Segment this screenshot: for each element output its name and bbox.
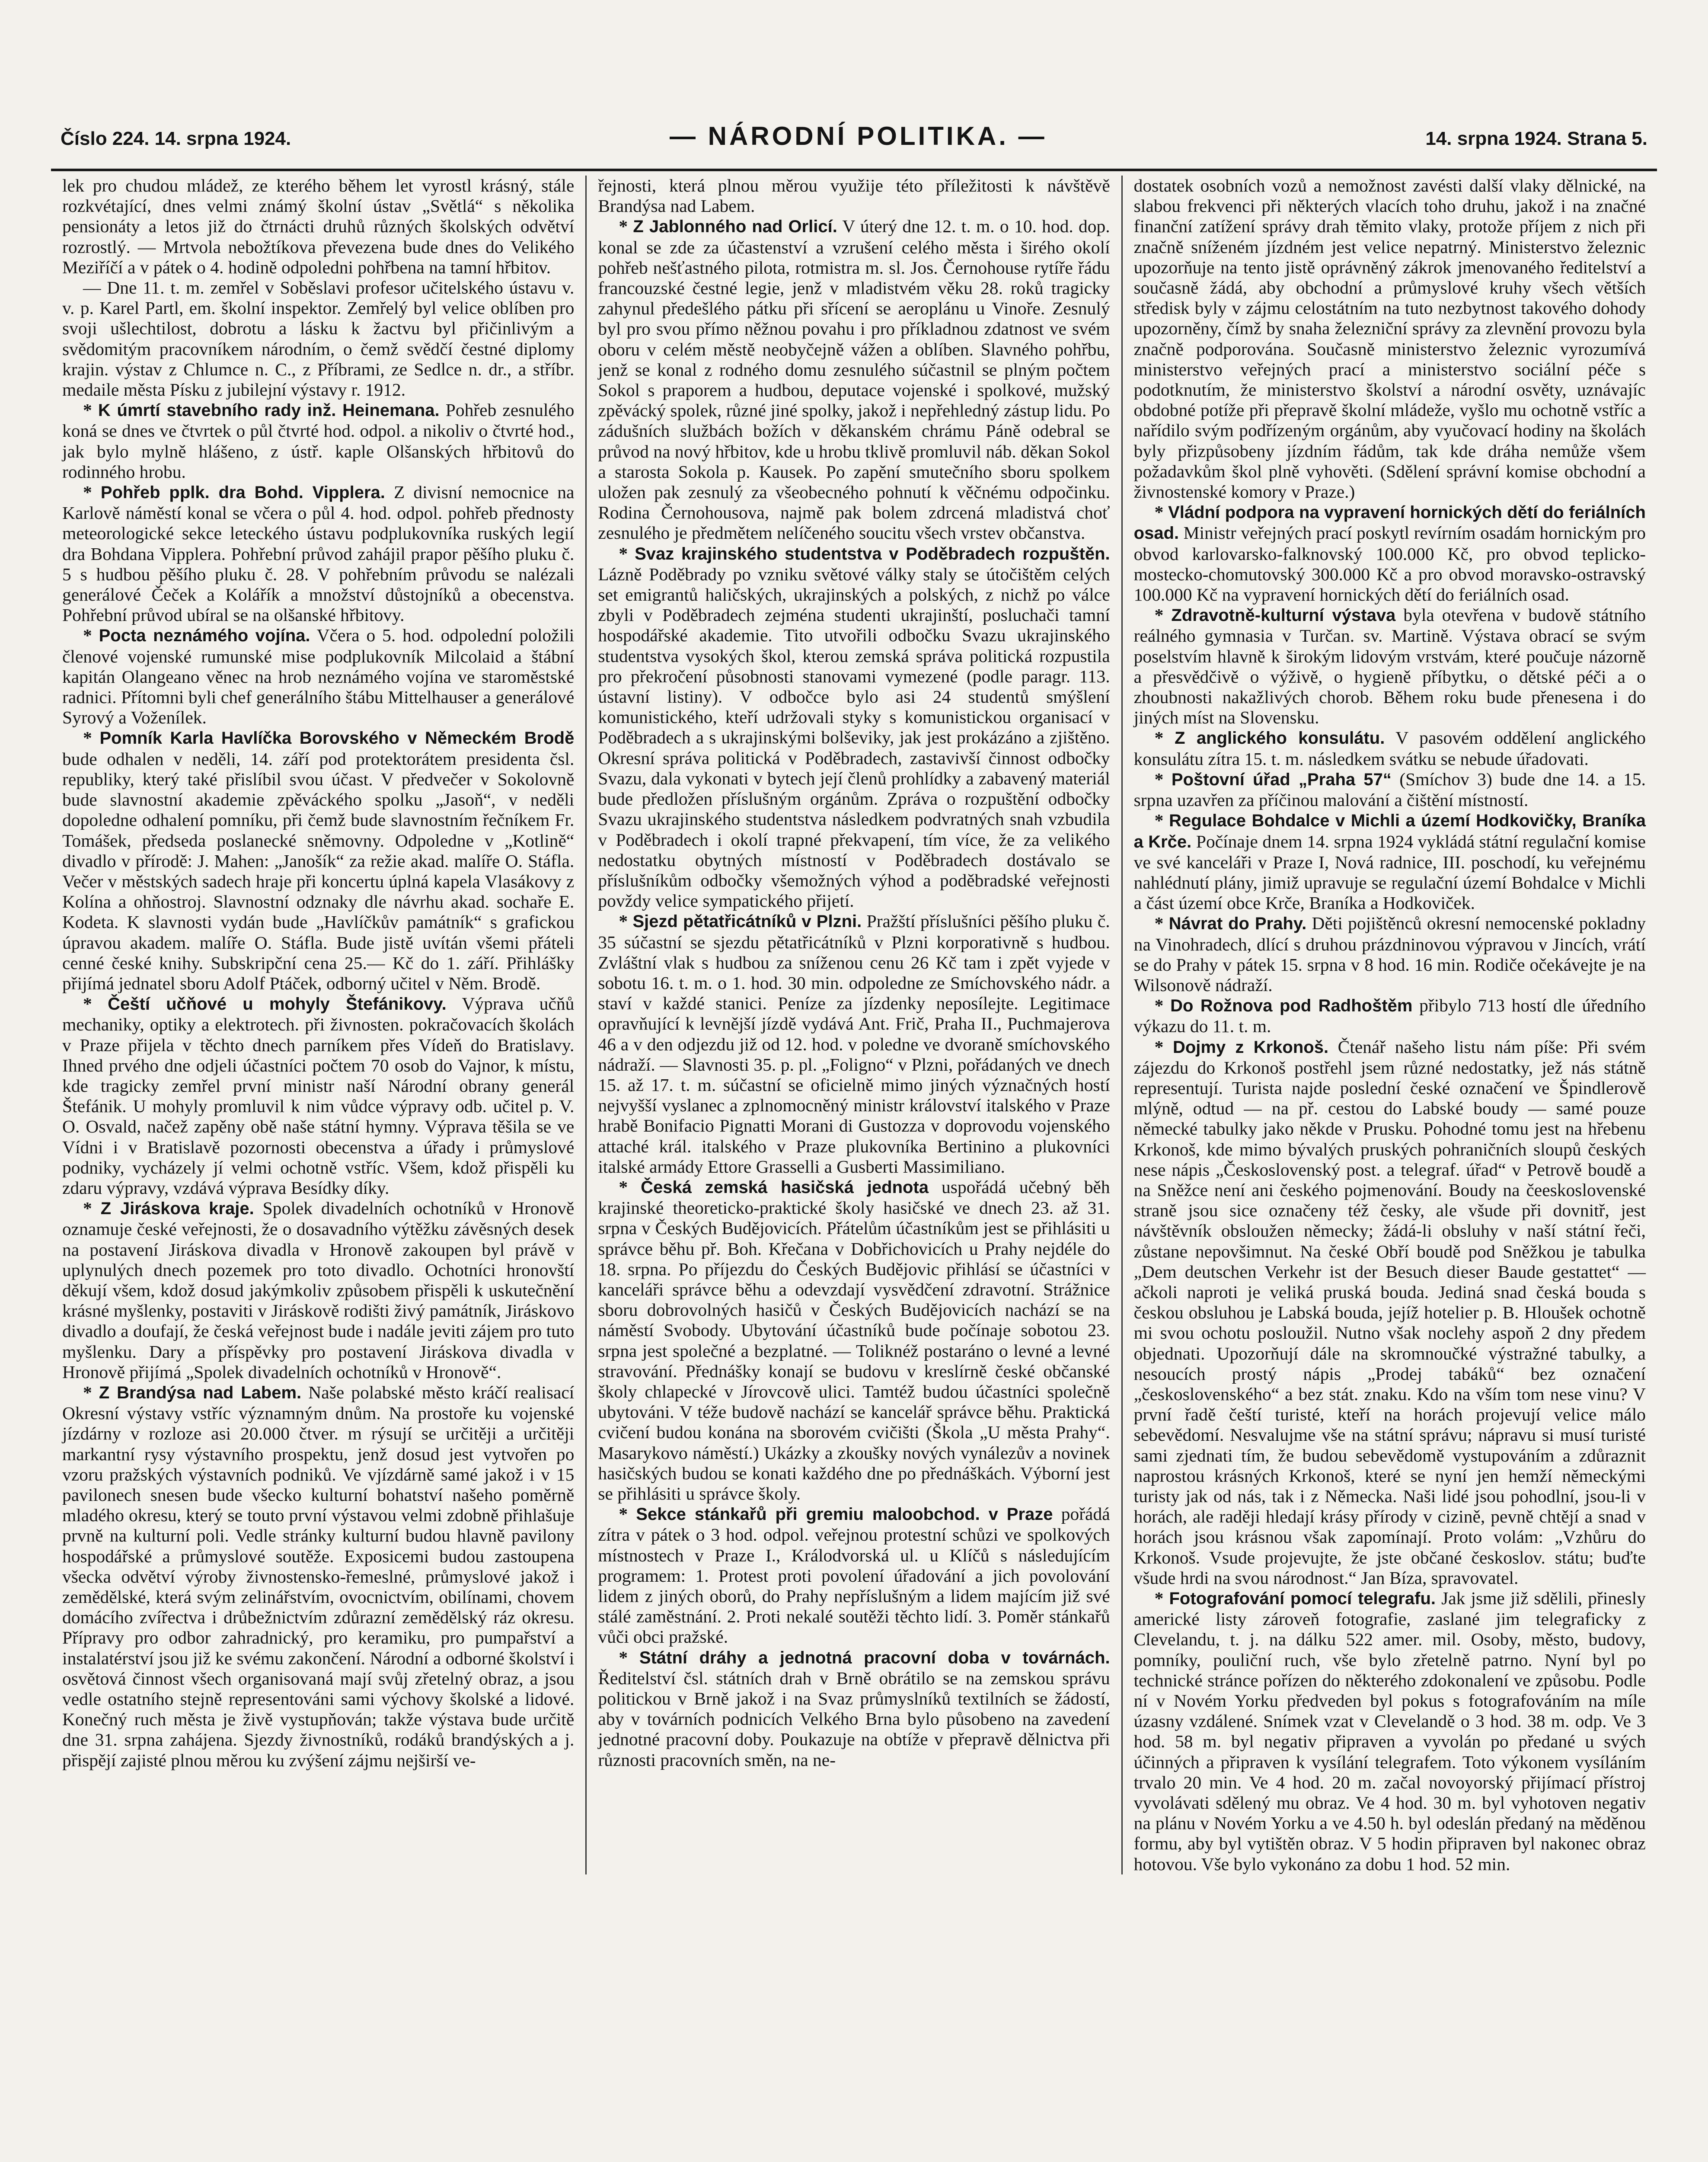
article: * Pomník Karla Havlíčka Borovského v Německém Brodě bude odhalen v neděli, 14. září pod protektorátem presidenta čsl. republiky, který také přislíbil svou účast. V předvečer v Sokolovně bude slavnostní akademie zpěváckého spolku „Jasoň“, v neděli dopoledne odhalení pomníku, při čemž bude slavnostním řečníkem Fr. Tomášek, předseda poslanecké sněmovny. Odpoledne v „Kotlině“ divadlo v přírodě: J. Mahen: „Janošík“ za režie akad. malíře O. Stáfla. Večer v městských sadech hraje při koncertu úplná kapela Vlasákovy z Kolína a ohňostroj. Slavnostní odznaky dle návrhu akad. sochaře E. Kodeta. K slavnosti vydán bude „Havlíčkův památník“ s grafickou úpravou akadem. malíře O. Stáfla. Bude jistě uvítán všemi přáteli cenné české knihy. Subskripční cena 25.— Kč do 1. září. Přihlášky přijímá jednatel sboru Adolf Ptáček, odborný učitel v Něm. Brodě. (62, 728, 575, 993)
article: * Vládní podpora na vypravení hornických dětí do feriálních osad. Ministr veřejných prací poskytl revírním osadám hornickým pro obvod karlovarsko-falknovský 100.000 Kč, pro obvod teplicko-mostecko-chomutovský 300.000 Kč a pro obvod moravsko-ostravský 100.000 Kč na vypravení hornických dětí do feriálních osad. (1133, 502, 1646, 605)
article-heading: Čeští učňové u mohyly Štefánikovy. (108, 995, 447, 1014)
article-text: uspořádá učebný běh krajinské theoreticko-praktické školy hasičské ve dnech 23. až 31. srpna v Českých Budějovicích. Přátelům účastníkům jest se přihlásiti u správce běhu př. Boh. Křečana v Dobřichovicích u Prahy nejdéle do 18. srpna. Po příjezdu do Českých Budějovic přihlásí se účastníci v kanceláři správce běhu a odevzdají vysvědčení zdravotní. Strážnice sboru dobrovolných hasičů v Českých Budějovicích nachází se na náměstí Svobody. Ubytování účastníků bude počínaje sobotou 23. srpna jest společné a bezplatné. — Toliknéž postaráno o levné a levné stravování. Přednášky konají se budovu v kreslírně české občanské školy chlapecké v Jírovcově ulici. Tamtéž budou účastníci společně ubytováni. V téže budově nachází se kancelář správce běhu. Praktická cvičení budou konána na sborovém cvičišti (Škola „U města Prahy“. Masarykovo náměstí.) Ukázky a zkoušky nových vynálezův a novinek hasičských budou se konati každého dne po přednáškách. Výborní jest se přihlásiti u správce školy. (598, 1177, 1110, 1503)
article-columns (51, 176, 1657, 1874)
article: * Česká zemská hasičská jednota uspořádá učebný běh krajinské theoreticko-praktické školy hasičské ve dnech 23. až 31. srpna v Českých Budějovicích. Přátelům účastníkům jest se přihlásiti u správce běhu př. Boh. Křečana v Dobřichovicích u Prahy nejdéle do 18. srpna. Po příjezdu do Českých Budějovic přihlásí se účastníci v kanceláři správce běhu a odevzdají vysvědčení zdravotní. Strážnice sboru dobrovolných hasičů v Českých Budějovicích nachází se na náměstí Svobody. Ubytování účastníků bude počínaje sobotou 23. srpna jest společné a bezplatné. — Toliknéž postaráno o levné a levné stravování. Přednášky konají se budovu v kreslírně české občanské školy chlapecké v Jírovcově ulici. Tamtéž budou účastníci společně ubytováni. V téže budově nachází se kancelář správce běhu. Praktická cvičení budou konána na sborovém cvičišti (Škola „U města Prahy“. Masarykovo náměstí.) Ukázky a zkoušky nových vynálezův a novinek hasičských budou se konati každého dne po přednáškách. Výborní jest se přihlásiti u správce školy. (598, 1177, 1110, 1503)
article-heading: K úmrtí stavebního rady inž. Heinemana. (98, 401, 440, 420)
article-heading: Pohřeb pplk. dra Bohd. Vipplera. (100, 483, 385, 502)
article-text: Čtenář našeho listu nám píše: Při svém zájezdu do Krkonoš postřehl jsem různé nedostatky, jež nás státně representují. Turista najde poslední české označení ve Špindlerově mlýně, odtud — na př. cestou do Labské boudy — samé pouze německé tabulky jako někde v Prusku. Pohodné tomu jest na hřebenu Krkonoš, kde mimo bývalých pruských pohraničních sloupů českých nese nápis „Československý post. a telegraf. úřad“ v Petrově boudě a na Sněžce není ani českého pojmenování. Boudy na čeeskoslovenské straně jsou sice označeny též česky, ale všude při dovnitř, jest návštěvník obsloužen německy; žádá-li obsluhy v naší státní řeči, zůstane nepovšimnut. Na české Obří boudě pod Sněžkou je tabulka „Dem deutschen Verkehr ist der Besuch dieser Baude gestattet“ — ačkoli naproti je veliká pruská bouda. Jediná snad česká bouda s českou obsluhou je Labská bouda, jejíž hotelier p. B. Hloušek ochotně mi svou ochotu posloužil. Nutno však noclehy aspoň 2 dny předem objednati. Upozorňují dále na skromnoučké výstražné tabulky, a nesoucích prostý nápis „Prodej tabáků“ bez označení „československého“ a bez stát. znaku. Kdo na vším tom nese vinu? V první řadě čeští turisté, kteří na horách projevují velice málo sebevědomí. Nesvalujme vše na státní správu; nápravu si musí turisté sami zjednati tím, že budou sebevědomě vystupováním a zdůraznit naprostou krásných Krkonoš, které se nyní jen hemží německými turisty jak od nás, tak i z Německa. Naši lidé jsou pohodlní, jsou-li v horách, ale raději hledají krásy přírody v cizině, pevně chtějí a snad v horách jsou krásnou však zapomínají. Proto volám: „Vzhůru do Krkonoš. Vsude projevujte, že jste občané českoslov. státu; buďte všude hrdi na svou národnost.“ Jan Bíza, spravovatel. (1133, 1036, 1646, 1588)
article-heading: Pomník Karla Havlíčka Borovského v Německém Brodě (99, 729, 575, 748)
article-text: Spolek divadelních ochotníků v Hronově oznamuje české veřejnosti, že o dosavadního výtěžku závěsných desek na postavení Jiráskova divadla v Hronově zakoupen byl právě v uplynulých dnech pozemek pro toto divadlo. Ochotníci hronovští děkují všem, kdož dosud jakýmkoliv způsobem přispěli k uskutečnění krásné myšlenky, postaviti v Jiráskově rodišti živý památník, Jiráskovo divadlo a doufají, že česká veřejnost bude i nadále jeviti zájem pro tuto myšlenku. Dary a příspěvky pro postavení Jiráskova divadla v Hronově přijímá „Spolek divadelních ochotníků v Hronově“. (62, 1198, 575, 1382)
article-heading: Do Rožnova pod Radhoštěm (1170, 996, 1413, 1016)
article: * Pohřeb pplk. dra Bohd. Vipplera. Z divisní nemocnice na Karlově náměstí konal se včera o půl 4. hod. odpol. pohřeb přednosty meteorologické sekce leteckého ústavu podplukovníka ruských legií dra Bohdana Vipplera. Pohřební průvod zahájil prapor pěšího pluku č. 5 s hudbou pěšího pluku č. 28. V pohřebním průvodu se nalézali generálové Čeček a Kolářík a množství důstojníků a obecenstva. Pohřební průvod ubíral se na olšanské hřbitovy. (62, 482, 575, 625)
article: * Regulace Bohdalce v Michli a území Hodkovičky, Braníka a Krče. Počínaje dnem 14. srpna 1924 vykládá státní regulační komise ve své kanceláři v Praze I, Nová radnice, III. poschodí, ku veřejnému nahlédnutí plány, jimiž upravuje se regulační území Bohdalce v Michli a část území obce Krče, Braníka a Hodkoviček. (1133, 810, 1646, 913)
article-text: řejnosti, která plnou měrou využije této příležitosti k návštěvě Brandýsa nad Labem. (598, 176, 1110, 216)
article-text: lek pro chudou mládež, ze kterého během let vyrostl krásný, stále rozkvétající, dnes velmi známý školní ústav „Světlá“ s několika pensionáty a letos již do čtrnácti druhů různých školských odvětví rozrostlý. — Mrtvola nebožtíkova převezena bude dnes do Velikého Meziříčí a v pátek o 4. hodině odpoledni pohřbena na tamní hřbitov. (62, 176, 575, 277)
article-heading: Poštovní úřad „Praha 57“ (1171, 770, 1392, 789)
article-heading: Zdravotně-kulturní výstava (1171, 606, 1396, 625)
article-text: V pasovém oddělení anglického konsulátu zítra 15. t. m. následkem svátku se nebude úřadovati. (1133, 728, 1646, 769)
article: * Fotografování pomocí telegrafu. Jak jsme již sdělili, přinesly americké listy zároveň fotografie, zaslané jim telegraficky z Clevelandu, t. j. na dálku 522 amer. mil. Osoby, město, budovy, pomníky, pouliční ruch, vše bylo zřetelně patrno. Nyní byl po technické stránce pořízen do některého zdokonalení ve způsobu. Podle ní v Novém Yorku předveden byl pokus s fotografováním na míle úzasny vzdálené. Snímek vzat v Clevelandě o 3 hod. 38 m. odp. Ve 3 hod. 58 m. byl negativ připraven a vyvolán po předané u svých účinných a připraven k vysílání telegrafem. Toto výkonem vysíláním trvalo 20 min. Ve 4 hod. 20 m. začal novoyorský přijímací přístroj vyvolávati sdělený mu obraz. Ve 4 hod. 30 m. byl vyhotoven negativ na plánu v Novém Yorku a ve 4.50 h. byl odeslán předaný na měděnou formu, aby byl vytištěn obraz. V 5 hodin připraven byl nakonec obraz hotovou. Vše bylo vykonáno za dobu 1 hod. 52 min. (1133, 1588, 1646, 1874)
article-text: Počínaje dnem 14. srpna 1924 vykládá státní regulační komise ve své kanceláři v Praze I, Nová radnice, III. poschodí, ku veřejnému nahlédnutí plány, jimiž upravuje se regulační území Bohdalce v Michli a část území obce Krče, Braníka a Hodkoviček. (1133, 831, 1646, 913)
article-heading: Svaz krajinského studentstva v Poděbradech rozpuštěn. (635, 544, 1110, 563)
article-text: Pražští příslušníci pěšího pluku č. 35 súčastní se sjezdu pětatřicátníků v Plzni korporativně s hudbou. Zvláštní vlak s hudbou za sníženou cenu 26 Kč tam i zpět vyjede v sobotu 16. t. m. o 1. hod. 30 min. odpoledne ze Smíchovského nádr. a staví v každé stanici. Peníze za jízdenky neposílejte. Legitimace opravňující k levnější jízdě vydává Ant. Frič, Praha II., Puchmajerova 46 a v den odjezdu již od 12. hod. v poledne ve dvoraně smíchovského nádraží. — Slavnosti 35. p. pl. „Foligno“ v Plzni, pořádaných ve dnech 15. až 17. t. m. súčastní se oficielně mimo jiných význačných hostí nejvyšší vyslanec a zplnomocněný ministr království italského v Praze hrabě Bonifacio Pignatti Morani di Gustozza v doprovodu vojenského attaché král. italského v Praze plukovníka Bertinino a plukovníci italské armády Ettore Grasselli a Gusberti Massimiliano. (598, 911, 1110, 1177)
article-text: V úterý dne 12. t. m. o 10. hod. dop. konal se zde za účastenství a vzrušení celého města i širého okolí pohřeb nešťastného pilota, rotmistra m. sl. Jos. Černohouse rytíře řádu francouzské čestné legie, jenž v mladistvém věku 28. roků tragicky zahynul předešlého pátku při sřícení se aeroplánu u Vinoře. Zesnulý byl pro svou přímo něžnou povahu i pro příkladnou zdatnost ve svém oboru v celém městě neobyčejně vážen a oblíben. Slavného pohřbu, jenž se konal z rodného domu zesnulého súčastnil se plným počtem Sokol s praporem a hudbou, deputace vojenské i spolkové, mužský zpěvácký spolek, různé jiné spolky, jakož i nepřehledný zástup lidu. Po zádušních službách božích v děkanském chrámu Páně odebral se průvod na nový hřbitov, kde u hrobu tklivě promluvil náb. děkan Sokol a starosta Sokola p. Kausek. Po zapění smutečního sboru spolkem uložen pak zesnulý za všeobecného pohnutí k věčnému odpočinku. Rodina Černohousova, najmě pak bolem zdrcená mladistvá choť zesnulého je předmětem nelíčeného soucitu všech vrstev občanstva. (598, 216, 1110, 543)
article-text: — Dne 11. t. m. zemřel v Soběslavi profesor učitelského ústavu v. v. p. Karel Partl, em. školní inspektor. Zemřelý byl velice oblíben pro svoji ušlechtilost, dobrotu a lásku k žactvu byl přičinlivým a svědomitým pracovníkem národním, o čemž svědčí čestné diplomy krajin. výstav z Chlumce n. C., z Příbrami, ze Sedlce n. dr., a stříbr. medaile města Písku z jubilejní výstavy r. 1912. (62, 278, 575, 400)
issue-number: Číslo 224. 14. srpna 1924. (61, 128, 291, 149)
article-heading: Dojmy z Krkonoš. (1172, 1037, 1329, 1057)
article: * K úmrtí stavebního rady inž. Heinemana. Pohřeb zesnulého koná se dnes ve čtvrtek o půl čtvrté hod. odpol. a nikoliv o čtvrté hod., jak bylo mylně hlášeno, z ústř. kaple Olšanských hřbitovů do rodinného hrobu. (62, 400, 575, 482)
article-heading: Česká zemská hasičská jednota (641, 1177, 929, 1197)
article-heading: Státní dráhy a jednotná pracovní doba v továrnách. (639, 1648, 1110, 1667)
article: * Svaz krajinského studentstva v Poděbradech rozpuštěn. Lázně Poděbrady po vzniku světové války staly se útočištěm celých set emigrantů haličských, ukrajinských a polských, z nichž po válce zbyli v Poděbradech zejména studenti ukrajinští, posluchači tamní hospodářské akademie. Tito utvořili odbočku Svazu ukrajinského studentstva vysokých škol, kterou zemská správa politická rozpustila pro překročení působnosti stanovami vymezené (podle paragr. 113. ústavní listiny). V odbočce bylo asi 24 studentů smýšlení komunistického, kteří udržovali styky s komunistickou organisací v Poděbradech a s ukrajinskými bolševiky, jak jest prokázáno a zjištěno. Okresní správa politická v Poděbradech, zastavivší činnost odbočky Svazu, dala vykonati v bytech její členů prohlídky a zabavený materiál bude předložen příslušným orgánům. Zpráva o rozpuštění odbočky Svazu ukrajinského studentstva následkem podvratných snah vzbudila v Poděbradech i okolí trapné překvapení, tím více, že za velikého nedostatku obytných místností v Poděbradech dostávalo se příslušníkům odbočky všemožných výhod a poděbradské veřejnosti povždy velice sympatického přijetí. (598, 543, 1110, 911)
article-text: pořádá zítra v pátek o 3 hod. odpol. veřejnou protestní schůzi ve spolkových místnostech v Praze I., Králodvorská ul. u Klíčů s následujícím programem: 1. Protest proti povolení úřadování a jich povolování lidem z jiných oborů, do Prahy nepříslušným a lidem majícím již své stálé zaměstnání. 2. Proti nekalé soutěži těchto lidí. 3. Poměr stánkařů vůči obci pražské. (598, 1504, 1110, 1647)
column-1 (51, 176, 587, 1874)
article: * Z Jablonného nad Orlicí. V úterý dne 12. t. m. o 10. hod. dop. konal se zde za účastenství a vzrušení celého města i širého okolí pohřeb nešťastného pilota, rotmistra m. sl. Jos. Černohouse rytíře řádu francouzské čestné legie, jenž v mladistvém věku 28. roků tragicky zahynul předešlého pátku při sřícení se aeroplánu u Vinoře. Zesnulý byl pro svou přímo něžnou povahu i pro příkladnou zdatnost ve svém oboru v celém městě neobyčejně vážen a oblíben. Slavného pohřbu, jenž se konal z rodného domu zesnulého súčastnil se plným počtem Sokol s praporem a hudbou, deputace vojenské i spolkové, mužský zpěvácký spolek, různé jiné spolky, jakož i nepřehledný zástup lidu. Po zádušních službách božích v děkanském chrámu Páně odebral se průvod na nový hřbitov, kde u hrobu tklivě promluvil náb. děkan Sokol a starosta Sokola p. Kausek. Po zapění smutečního sboru spolkem uložen pak zesnulý za všeobecného pohnutí k věčnému odpočinku. Rodina Černohousova, najmě pak bolem zdrcená mladistvá choť zesnulého je předmětem nelíčeného soucitu všech vrstev občanstva. (598, 216, 1110, 543)
article-text: Z divisní nemocnice na Karlově náměstí konal se včera o půl 4. hod. odpol. pohřeb přednosty meteorologické sekce leteckého ústavu podplukovníka ruských legií dra Bohdana Vipplera. Pohřební průvod zahájil prapor pěšího pluku č. 5 s hudbou pěšího pluku č. 28. V pohřebním průvodu se nalézali generálové Čeček a Kolářík a množství důstojníků a obecenstva. Pohřební průvod ubíral se na olšanské hřbitovy. (62, 482, 575, 625)
article-heading: Sjezd pětatřicátníků v Plzni. (632, 912, 862, 931)
article-text: Pohřeb zesnulého koná se dnes ve čtvrtek o půl čtvrté hod. odpol. a nikoliv o čtvrté hod., jak bylo mylně hlášeno, z ústř. kaple Olšanských hřbitovů do rodinného hrobu. (62, 400, 575, 482)
article-text: Lázně Poděbrady po vzniku světové války staly se útočištěm celých set emigrantů haličských, ukrajinských a polských, z nichž po válce zbyli v Poděbradech zejména studenti ukrajinští, posluchači tamní hospodářské akademie. Tito utvořili odbočku Svazu ukrajinského studentstva vysokých škol, kterou zemská správa politická rozpustila pro překročení působnosti stanovami vymezené (podle paragr. 113. ústavní listiny). V odbočce bylo asi 24 studentů smýšlení komunistického, kteří udržovali styky s komunistickou organisací v Poděbradech a s ukrajinskými bolševiky, jak jest prokázáno a zjištěno. Okresní správa politická v Poděbradech, zastavivší činnost odbočky Svazu, dala vykonati v bytech její členů prohlídky a zabavený materiál bude předložen příslušným orgánům. Zpráva o rozpuštění odbočky Svazu ukrajinského studentstva následkem podvratných snah vzbudila v Poděbradech i okolí trapné překvapení, tím více, že za velikého nedostatku obytných místností v Poděbradech dostávalo se příslušníkům odbočky všemožných výhod a poděbradské veřejnosti povždy velice sympatického přijetí. (598, 564, 1110, 911)
article-heading: Vládní podpora na vypravení hornických dětí do feriálních osad. (1133, 503, 1646, 543)
article: * Sjezd pětatřicátníků v Plzni. Pražští příslušníci pěšího pluku č. 35 súčastní se sjezdu pětatřicátníků v Plzni korporativně s hudbou. Zvláštní vlak s hudbou za sníženou cenu 26 Kč tam i zpět vyjede v sobotu 16. t. m. o 1. hod. 30 min. odpoledne ze Smíchovského nádr. a staví v každé stanici. Peníze za jízdenky neposílejte. Legitimace opravňující k levnější jízdě vydává Ant. Frič, Praha II., Puchmajerova 46 a v den odjezdu již od 12. hod. v poledne ve dvoraně smíchovského nádraží. — Slavnosti 35. p. pl. „Foligno“ v Plzni, pořádaných ve dnech 15. až 17. t. m. súčastní se oficielně mimo jiných význačných hostí nejvyšší vyslanec a zplnomocněný ministr království italského v Praze hrabě Bonifacio Pignatti Morani di Gustozza v doprovodu vojenského attaché král. italského v Praze plukovníka Bertinino a plukovníci italské armády Ettore Grasselli a Gusberti Massimiliano. (598, 911, 1110, 1177)
article-heading: Sekce stánkařů při gremiu maloobchod. v Praze (636, 1505, 1053, 1524)
article-text: přibylo 713 hostí dle úředního výkazu do 11. t. m. (1133, 995, 1646, 1036)
article: * Zdravotně-kulturní výstava byla otevřena v budově státního reálného gymnasia v Turčan. sv. Martině. Výstava obrací se svým poselstvím hlavně k širokým lidovým vrstvám, které poučuje názorně a přesvědčivě o výživě, o hygieně příbytku, o dětské péči a o zhoubnosti nakažlivých chorob. Během roku bude přenesena i do jiných míst na Slovensku. (1133, 605, 1646, 728)
masthead: — NÁRODNÍ POLITIKA. — (669, 122, 1047, 150)
column-3 (1123, 176, 1657, 1874)
article-heading: Pocta neznámého vojína. (99, 626, 310, 646)
article-text: dostatek osobních vozů a nemožnost zavésti další vlaky dělnické, na slabou frekvenci při některých vlacích toho druhu, jakož i na značné finanční zatížení správy drah těmito vlaky, protože příjem z nich při značně sníženém jízdném jest velice nepatrný. Ministerstvo železnic upozorňuje na tento jistě oprávněný zákrok jmenovaného ředitelství a současně žádá, aby obchodní a průmyslové kruhy všech větších středisk byly v zájmu celostátním na tuto nezbytnost takového dohody upozorněny, čímž by snaha železniční správy za zlevnění provozu byla značně podporována. Současně ministerstvo železnic vyrozumívá ministerstvo veřejných prací a ministerstvo sociální péče s podotknutím, že ministerstvo školství a národní osvěty, uznávajíc obdobné potíže při přepravě školní mládeže, vyšlo mu ochotně vstříc a nařídilo svým podřízeným orgánům, aby vyučovací hodiny na školách byly přizpůsobeny jízdním řádům, tak kde dráha nemůže všem požadavkům škol plně vyhověti. (Sdělení správní komise obchodní a živnostenské komory v Praze.) (1133, 176, 1646, 502)
article: * Dojmy z Krkonoš. Čtenář našeho listu nám píše: Při svém zájezdu do Krkonoš postřehl jsem různé nedostatky, jež nás státně representují. Turista najde poslední české označení ve Špindlerově mlýně, odtud — na př. cestou do Labské boudy — samé pouze německé tabulky jako někde v Prusku. Pohodné tomu jest na hřebenu Krkonoš, kde mimo bývalých pruských pohraničních sloupů českých nese nápis „Československý post. a telegraf. úřad“ v Petrově boudě a na Sněžce není ani českého pojmenování. Boudy na čeeskoslovenské straně jsou sice označeny též česky, ale všude při dovnitř, jest návštěvník obsloužen německy; žádá-li obsluhy v naší státní řeči, zůstane nepovšimnut. Na české Obří boudě pod Sněžkou je tabulka „Dem deutschen Verkehr ist der Besuch dieser Baude gestattet“ — ačkoli naproti je veliká pruská bouda. Jediná snad česká bouda s českou obsluhou je Labská bouda, jejíž hotelier p. B. Hloušek ochotně mi svou ochotu posloužil. Nutno však noclehy aspoň 2 dny předem objednati. Upozorňují dále na skromnoučké výstražné tabulky, a nesoucích prostý nápis „Prodej tabáků“ bez označení „československého“ a bez stát. znaku. Kdo na vším tom nese vinu? V první řadě čeští turisté, kteří na horách projevují velice málo sebevědomí. Nesvalujme vše na státní správu; nápravu si musí turisté sami zjednati tím, že budou sebevědomě vystupováním a zdůraznit naprostou krásných Krkonoš, které se nyní jen hemží německými turisty jak od nás, tak i z Německa. Naši lidé jsou pohodlní, jsou-li v horách, ale raději hledají krásy přírody v cizině, pevně chtějí a snad v horách jsou krásnou však zapomínají. Proto volám: „Vzhůru do Krkonoš. Vsude projevujte, že jste občané českoslov. státu; buďte všude hrdi na svou národnost.“ Jan Bíza, spravovatel. (1133, 1036, 1646, 1588)
article-text: Včera o 5. hod. odpolední položili členové vojenské rumunské mise podplukovník Milcolaid a štábní kapitán Olangeano věnec na hrob neznámého vojína ve staroměstské radnici. Přítomni byli chef generálního štábu Mittelhauser a generálové Syrový a Voženílek. (62, 625, 575, 728)
page-header (51, 17, 1657, 171)
article-heading: Návrat do Prahy. (1168, 914, 1307, 934)
article-heading: Z Jablonného nad Orlicí. (633, 217, 837, 237)
article-heading: Z Jiráskova kraje. (100, 1199, 254, 1219)
article-text: Ředitelství čsl. státních drah v Brně obrátilo se na zemskou správu politickou v Brně jakož i na Svaz průmyslníků textilních se žádostí, aby v továrních podnicích Velkého Brna bylo působeno na zavedení jednotné pracovní doby. Poukazuje na obtíže v přepravě dělnictva při různosti pracovních směn, na ne- (598, 1668, 1110, 1770)
article: * Do Rožnova pod Radhoštěm přibylo 713 hostí dle úředního výkazu do 11. t. m. (1133, 995, 1646, 1036)
article-text: (Smíchov 3) bude dne 14. a 15. srpna uzavřen za příčinou malování a čištění místností. (1133, 769, 1646, 810)
article: * Z Brandýsa nad Labem. Naše polabské město kráčí realisací Okresní výstavy vstříc významným dnům. Na prostoře ku vojenské jízdárny v rozloze asi 20.000 čtver. m rýsují se určitěji a určitěji markantní rysy výstavního prospektu, jenž dosud jest vytvořen po vzoru pražských výstavních podniků. Ve vjízdárně samé jakož i v 15 pavilonech snesen bude všecko kulturní bohatství našeho poměrně mladého okresu, který se touto první výstavou velmi zdobně přihlašuje prvně na kulturní poli. Vedle stránky kulturní budou hlavně pavilony hospodářské a průmyslové soutěže. Exposicemi budou zastoupena všecka odvětví výroby živnostensko-řemeslné, průmyslové jakož i zemědělské, která svým zelinářstvím, ovocnictvím, obilínami, chovem domácího zvířectva i drůbežnictvím zdůrazní zemědělský ráz okresu. Přípravy pro odbor zahradnický, pro keramiku, pro pumpařství a instalatérství jsou již ke svému zakončení. Národní a odborné školství i osvětová činnost všech organisovaná mají svůj zřetelný obraz, a jsou vedle ostatního stejně representováni sami výchovy školské a lidové. Konečný ruch města je živě vystupňován; takže výstava bude určitě dne 31. srpna zahájena. Sjezdy živnostníků, rodáků brandýských a j. přispějí zajisté plnou měrou ku zvýšení zájmu nejširší ve- (62, 1382, 575, 1770)
article-heading: Z anglického konsulátu. (1175, 729, 1385, 748)
article-heading: Fotografování pomocí telegrafu. (1169, 1589, 1436, 1609)
article-text: Naše polabské město kráčí realisací Okresní výstavy vstříc významným dnům. Na prostoře ku vojenské jízdárny v rozloze asi 20.000 čtver. m rýsují se určitěji a určitěji markantní rysy výstavního prospektu, jenž dosud jest vytvořen po vzoru pražských výstavních podniků. Ve vjízdárně samé jakož i v 15 pavilonech snesen bude všecko kulturní bohatství našeho poměrně mladého okresu, který se touto první výstavou velmi zdobně přihlašuje prvně na kulturní poli. Vedle stránky kulturní budou hlavně pavilony hospodářské a průmyslové soutěže. Exposicemi budou zastoupena všecka odvětví výroby živnostensko-řemeslné, průmyslové jakož i zemědělské, která svým zelinářstvím, ovocnictvím, obilínami, chovem domácího zvířectva i drůbežnictvím zdůrazní zemědělský ráz okresu. Přípravy pro odbor zahradnický, pro keramiku, pro pumpařství a instalatérství jsou již ke svému zakončení. Národní a odborné školství i osvětová činnost všech organisovaná mají svůj zřetelný obraz, a jsou vedle ostatního stejně representováni sami výchovy školské a lidové. Konečný ruch města je živě vystupňován; takže výstava bude určitě dne 31. srpna zahájena. Sjezdy živnostníků, rodáků brandýských a j. přispějí zajisté plnou měrou ku zvýšení zájmu nejširší ve- (62, 1382, 575, 1770)
article-text: Děti pojištěnců okresní nemocenské pokladny na Vinohradech, dlící s druhou prázdninovou výpravou v Jincích, vrátí se do Prahy v pátek 15. srpna v 8 hod. 16 min. Rodiče očekávejte je na Wilsonově nádraží. (1133, 913, 1646, 995)
article: * Sekce stánkařů při gremiu maloobchod. v Praze pořádá zítra v pátek o 3 hod. odpol. veřejnou protestní schůzi ve spolkových místnostech v Praze I., Králodvorská ul. u Klíčů s následujícím programem: 1. Protest proti povolení úřadování a jich povolování lidem z jiných oborů, do Prahy nepříslušným a lidem majícím již své stálé zaměstnání. 2. Proti nekalé soutěži těchto lidí. 3. Poměr stánkařů vůči obci pražské. (598, 1504, 1110, 1647)
article-text: Jak jsme již sdělili, přinesly americké listy zároveň fotografie, zaslané jim telegraficky z Clevelandu, t. j. na dálku 522 amer. mil. Osoby, město, budovy, pomníky, pouliční ruch, vše bylo zřetelně patrno. Nyní byl po technické stránce pořízen do některého zdokonalení ve způsobu. Podle ní v Novém Yorku předveden byl pokus s fotografováním na míle úzasny vzdálené. Snímek vzat v Clevelandě o 3 hod. 38 m. odp. Ve 3 hod. 58 m. byl negativ připraven a vyvolán po předané u svých účinných a připraven k vysílání telegrafem. Toto výkonem vysíláním trvalo 20 min. Ve 4 hod. 20 m. začal novoyorský přijímací přístroj vyvolávati sdělený mu obraz. Ve 4 hod. 30 m. byl vyhotoven negativ na plánu v Novém Yorku a ve 4.50 h. byl odeslán předaný na měděnou formu, aby byl vytištěn obraz. V 5 hodin připraven byl nakonec obraz hotovou. Vše bylo vykonáno za dobu 1 hod. 52 min. (1133, 1588, 1646, 1874)
article: * Státní dráhy a jednotná pracovní doba v továrnách. Ředitelství čsl. státních drah v Brně obrátilo se na zemskou správu politickou v Brně jakož i na Svaz průmyslníků textilních se žádostí, aby v továrních podnicích Velkého Brna bylo působeno na zavedení jednotné pracovní doby. Poukazuje na obtíže v přepravě dělnictva při různosti pracovních směn, na ne- (598, 1647, 1110, 1770)
article-text: Ministr veřejných prací poskytl revírním osadám hornickým pro obvod karlovarsko-falknovský 100.000 Kč, pro obvod teplicko-mostecko-chomutovský 300.000 Kč a pro obvod moravsko-ostravský 100.000 Kč na vypravení hornických dětí do feriálních osad. (1133, 523, 1646, 605)
article-heading: Regulace Bohdalce v Michli a území Hodkovičky, Braníka a Krče. (1133, 811, 1646, 851)
article: * Čeští učňové u mohyly Štefánikovy. Výprava učňů mechaniky, optiky a elektrotech. při živnosten. pokračovacích školách v Praze přijela v těchto dnech parníkem přes Vídeň do Bratislavy. Ihned prvého dne odjeli účastníci počtem 70 osob do Vajnor, k místu, kde tragicky zemřel první ministr naší Národní obrany generál Štefánik. U mohyly promluvil k nim vůdce výpravy odb. učitel p. V. O. Osvald, načež zapěny obě naše státní hymny. Výprava těšila se ve Vídni i v Bratislavě pozornosti obecenstva a úřady i průmyslové podniky, vycházely jí velmi ochotně vstříc. Všem, kdož přispěli ku zdaru výpravy, vzdává výprava Besídky díky. (62, 994, 575, 1198)
article-text: Výprava učňů mechaniky, optiky a elektrotech. při živnosten. pokračovacích školách v Praze přijela v těchto dnech parníkem přes Vídeň do Bratislavy. Ihned prvého dne odjeli účastníci počtem 70 osob do Vajnor, k místu, kde tragicky zemřel první ministr naší Národní obrany generál Štefánik. U mohyly promluvil k nim vůdce výpravy odb. učitel p. V. O. Osvald, načež zapěny obě naše státní hymny. Výprava těšila se ve Vídni i v Bratislavě pozornosti obecenstva a úřady i průmyslové podniky, vycházely jí velmi ochotně vstříc. Všem, kdož přispěli ku zdaru výpravy, vzdává výprava Besídky díky. (62, 994, 575, 1198)
article-heading: Z Brandýsa nad Labem. (99, 1383, 302, 1402)
date-page: 14. srpna 1924. Strana 5. (1425, 128, 1647, 149)
column-2 (587, 176, 1122, 1874)
article: * Pocta neznámého vojína. Včera o 5. hod. odpolední položili členové vojenské rumunské mise podplukovník Milcolaid a štábní kapitán Olangeano věnec na hrob neznámého vojína ve staroměstské radnici. Přítomni byli chef generálního štábu Mittelhauser a generálové Syrový a Voženílek. (62, 625, 575, 728)
article: * Poštovní úřad „Praha 57“ (Smíchov 3) bude dne 14. a 15. srpna uzavřen za příčinou malování a čištění místností. (1133, 769, 1646, 810)
article-text: byla otevřena v budově státního reálného gymnasia v Turčan. sv. Martině. Výstava obrací se svým poselstvím hlavně k širokým lidovým vrstvám, které poučuje názorně a přesvědčivě o výživě, o hygieně příbytku, o dětské péči a o zhoubnosti nakažlivých chorob. Během roku bude přenesena i do jiných míst na Slovensku. (1133, 605, 1646, 728)
article: * Návrat do Prahy. Děti pojištěnců okresní nemocenské pokladny na Vinohradech, dlící s druhou prázdninovou výpravou v Jincích, vrátí se do Prahy v pátek 15. srpna v 8 hod. 16 min. Rodiče očekávejte je na Wilsonově nádraží. (1133, 913, 1646, 995)
article-text: bude odhalen v neděli, 14. září pod protektorátem presidenta čsl. republiky, který také přislíbil svou účast. V předvečer v Sokolovně bude slavnostní akademie zpěváckého spolku „Jasoň“, v neděli dopoledne odhalení pomníku, při čemž bude slavnostním řečníkem Fr. Tomášek, předseda poslanecké sněmovny. Odpoledne v „Kotlině“ divadlo v přírodě: J. Mahen: „Janošík“ za režie akad. malíře O. Stáfla. Večer v městských sadech hraje při koncertu úplná kapela Vlasákovy z Kolína a ohňostroj. Slavnostní odznaky dle návrhu akad. sochaře E. Kodeta. K slavnosti vydán bude „Havlíčkův památník“ s grafickou úpravou akadem. malíře O. Stáfla. Bude jistě uvítán všemi přáteli cenné české knihy. Subskripční cena 25.— Kč do 1. září. Přihlášky přijímá jednatel sboru Adolf Ptáček, odborný učitel v Něm. Brodě. (62, 748, 575, 993)
article: * Z anglického konsulátu. V pasovém oddělení anglického konsulátu zítra 15. t. m. následkem svátku se nebude úřadovati. (1133, 728, 1646, 769)
article: * Z Jiráskova kraje. Spolek divadelních ochotníků v Hronově oznamuje české veřejnosti, že o dosavadního výtěžku závěsných desek na postavení Jiráskova divadla v Hronově zakoupen byl právě v uplynulých dnech pozemek pro toto divadlo. Ochotníci hronovští děkují všem, kdož dosud jakýmkoliv způsobem přispěli k uskutečnění krásné myšlenky, postaviti v Jiráskově rodišti živý památník, Jiráskovo divadlo a doufají, že česká veřejnost bude i nadále jeviti zájem pro tuto myšlenku. Dary a příspěvky pro postavení Jiráskova divadla v Hronově přijímá „Spolek divadelních ochotníků v Hronově“. (62, 1198, 575, 1382)
